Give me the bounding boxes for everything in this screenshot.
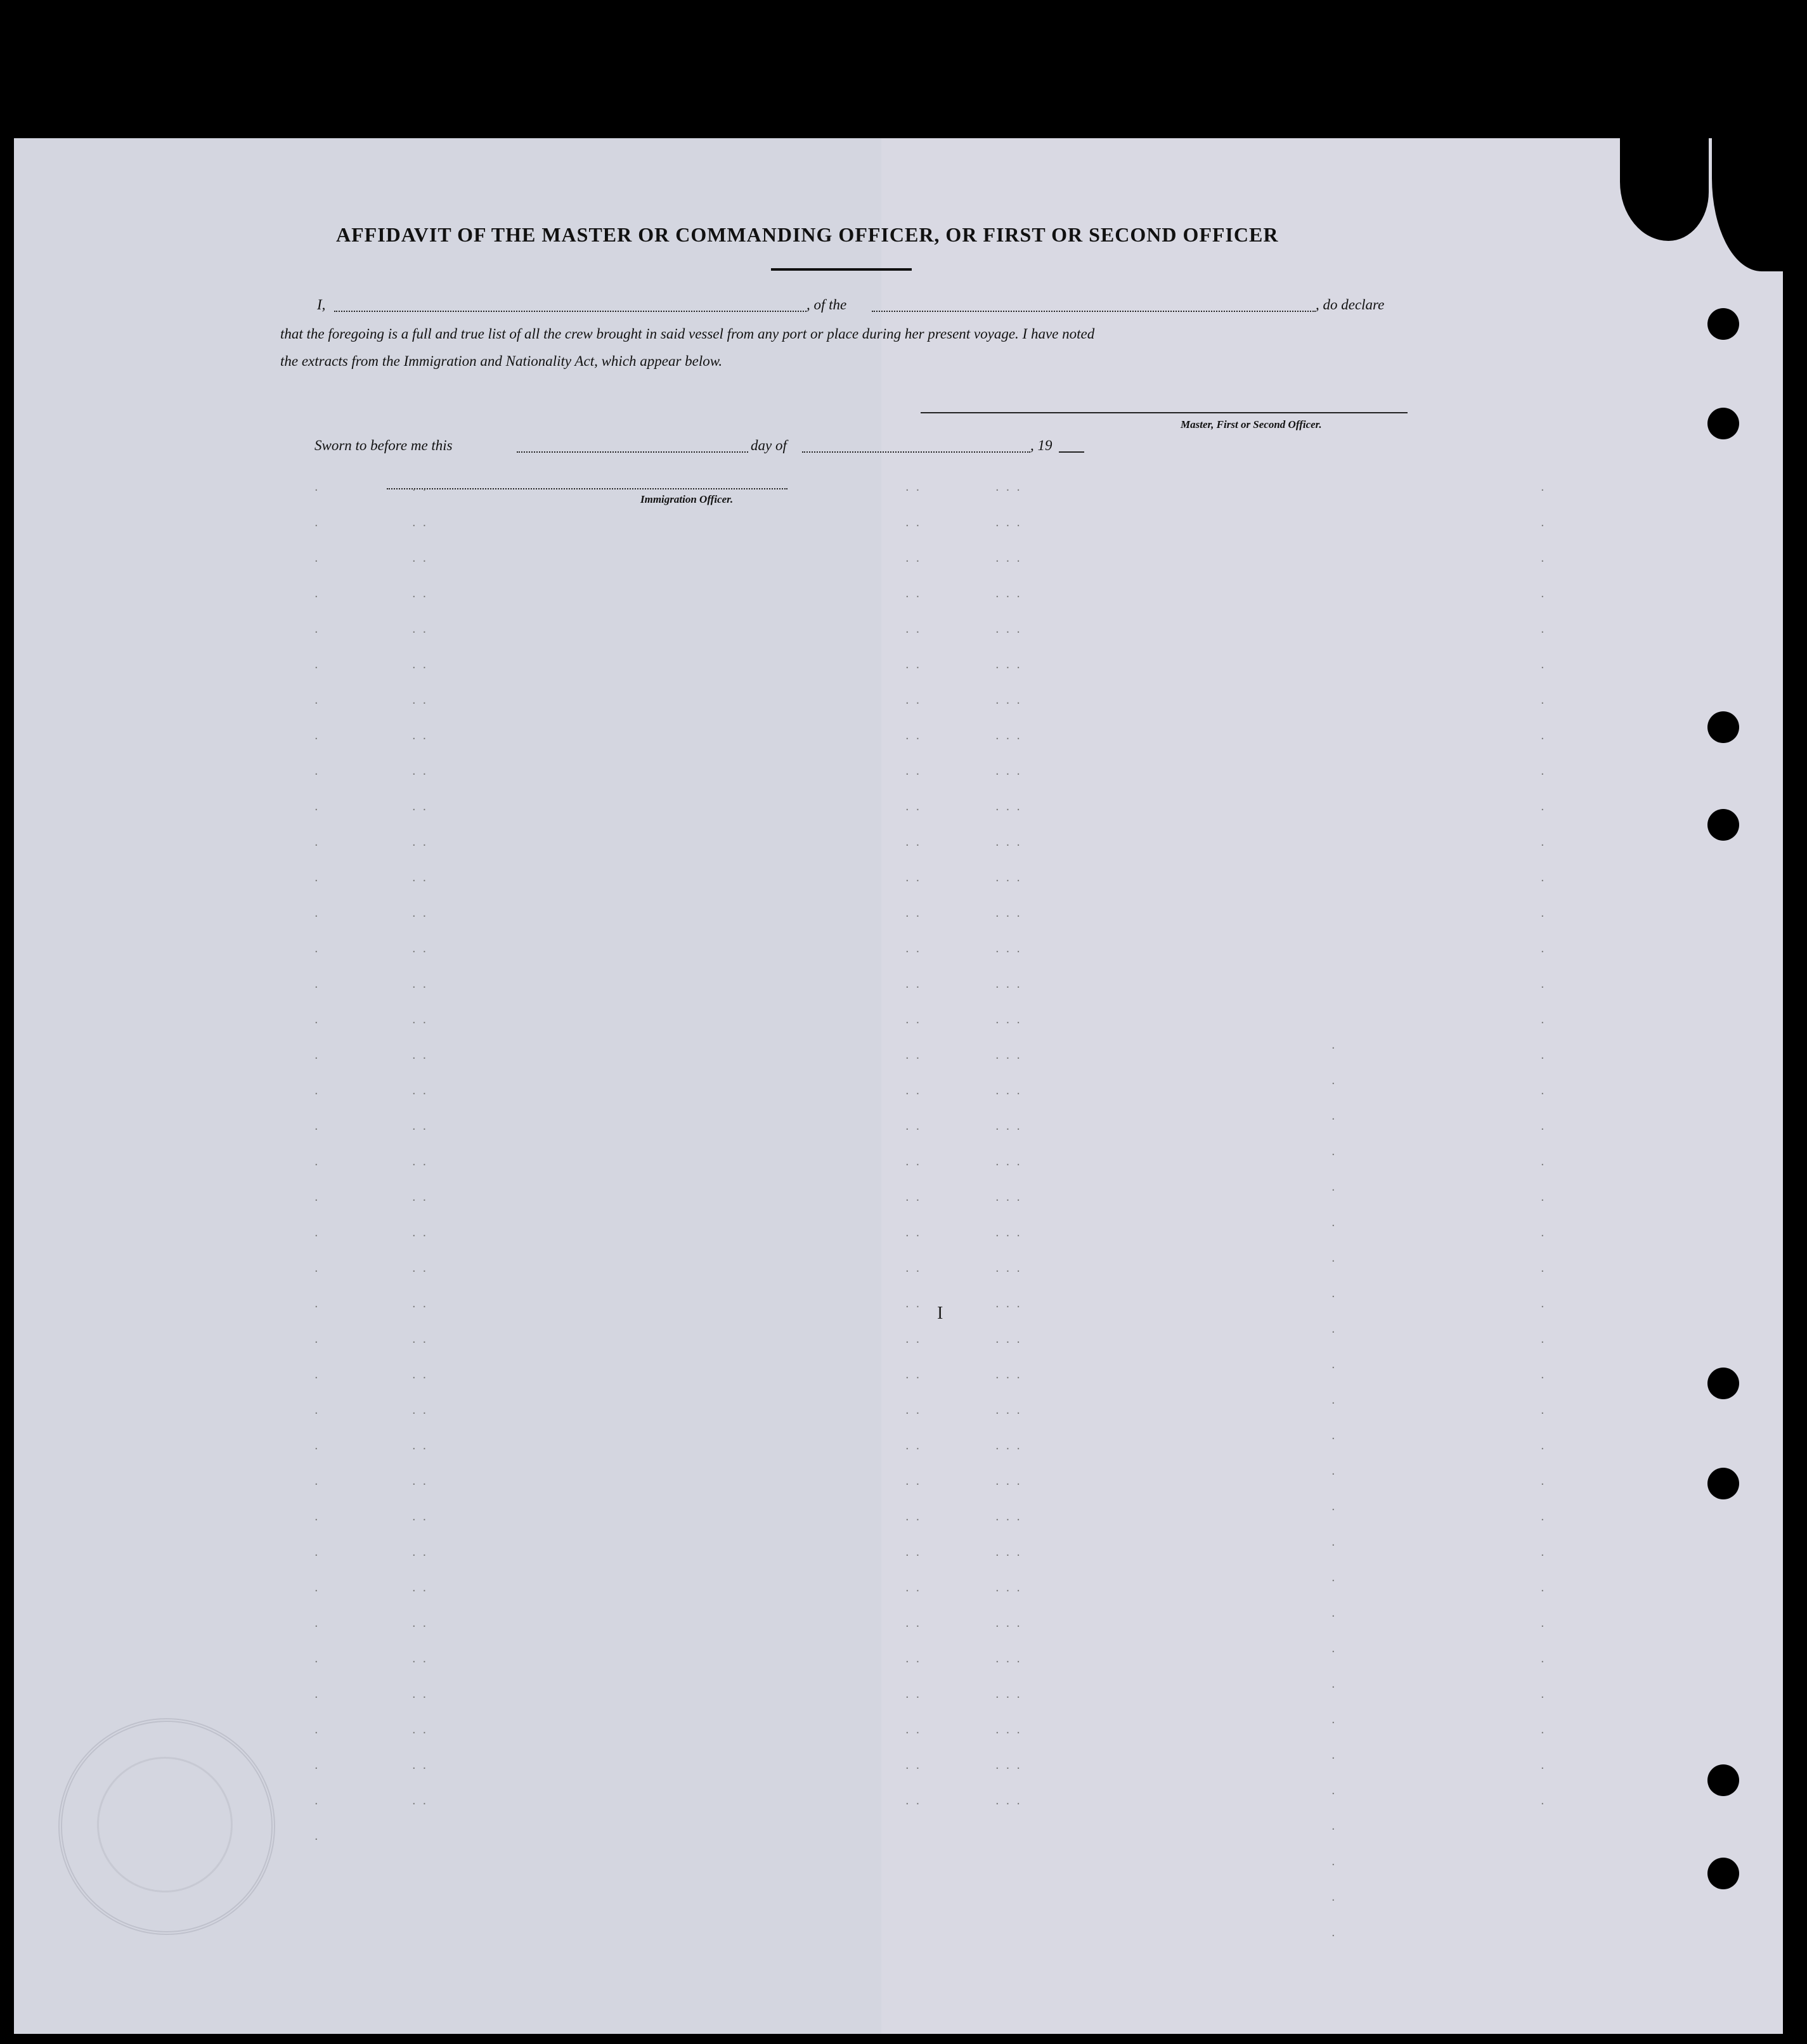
page-mark: I — [937, 1303, 943, 1323]
declaration-do-declare-label: , do declare — [1316, 297, 1385, 313]
master-signature-caption: Master, First or Second Officer. — [1181, 418, 1322, 430]
immigration-officer-caption: Immigration Officer. — [640, 493, 734, 505]
punch-hole-icon — [1707, 1368, 1739, 1399]
punch-hole-icon — [1707, 308, 1739, 340]
faint-dot-column: . . . . . . . . . . . . . . . . . . . . . . . . . . . . . . . . . . . . . . . . . . . . . . . . . . . . . . . . . . . . . . . . . . . . . . . . . . . . — [412, 480, 427, 1808]
day-of-label: day of — [751, 437, 787, 453]
master-name-blank[interactable] — [334, 311, 806, 312]
declaration-of-the-label: , of the — [806, 297, 847, 313]
master-signature-line[interactable] — [921, 412, 1408, 413]
seal-stamp-icon — [58, 1718, 275, 1935]
declaration-i-label: I, — [317, 297, 326, 313]
punch-hole-icon — [1707, 1468, 1739, 1499]
punch-hole-icon — [1707, 408, 1739, 439]
affidavit-title: AFFIDAVIT OF THE MASTER OR COMMANDING OFFICER, OR FIRST OR SECOND OFFICER — [336, 223, 1279, 246]
punch-hole-icon — [1707, 1764, 1739, 1796]
year-label: , 19 — [1030, 437, 1052, 453]
declaration-line-2: that the foregoing is a full and true list of all the crew brought in said vessel from any port or place during her present voyage. I have noted — [280, 326, 1095, 342]
faint-dot-column: . . . . . . . . . . . . . . . . . . . . . . . . . . — [1331, 1038, 1335, 1939]
punch-hole-icon — [1707, 711, 1739, 743]
faint-dot-column: . . . . . . . . . . . . . . . . . . . . . . . . . . . . . . . . . . . . . . — [1541, 480, 1545, 1808]
sworn-month-blank[interactable] — [802, 451, 1030, 453]
declaration-line-3: the extracts from the Immigration and Nationality Act, which appear below. — [280, 353, 723, 369]
vessel-name-blank[interactable] — [872, 311, 1316, 312]
punch-hole-icon — [1707, 809, 1739, 841]
punch-hole-icon — [1707, 1858, 1739, 1889]
faint-dot-column: . . . . . . . . . . . . . . . . . . . . . . . . . . . . . . . . . . . . . . . . . . . . . . . . . . . . . . . . . . . . . . . . . . . . . . . . . . . . — [905, 480, 920, 1808]
sworn-date-blank[interactable] — [517, 451, 748, 453]
title-underline — [771, 268, 912, 271]
year-blank[interactable] — [1059, 451, 1084, 453]
immigration-officer-signature-line[interactable] — [387, 488, 787, 489]
faint-dot-column: . . . . . . . . . . . . . . . . . . . . . . . . . . . . . . . . . . . . . . . — [314, 480, 318, 1843]
sworn-label: Sworn to before me this — [314, 437, 453, 453]
faint-dot-column: . . . . . . . . . . . . . . . . . . . . . . . . . . . . . . . . . . . . . . . . . . . . . . . . . . . . . . . . . . . . . . . . . . . . . . . . . . . . . . . . . . . . . . . . . . . . . . . . . . . . . . . . . . . . . . . . . . — [995, 480, 1020, 1808]
